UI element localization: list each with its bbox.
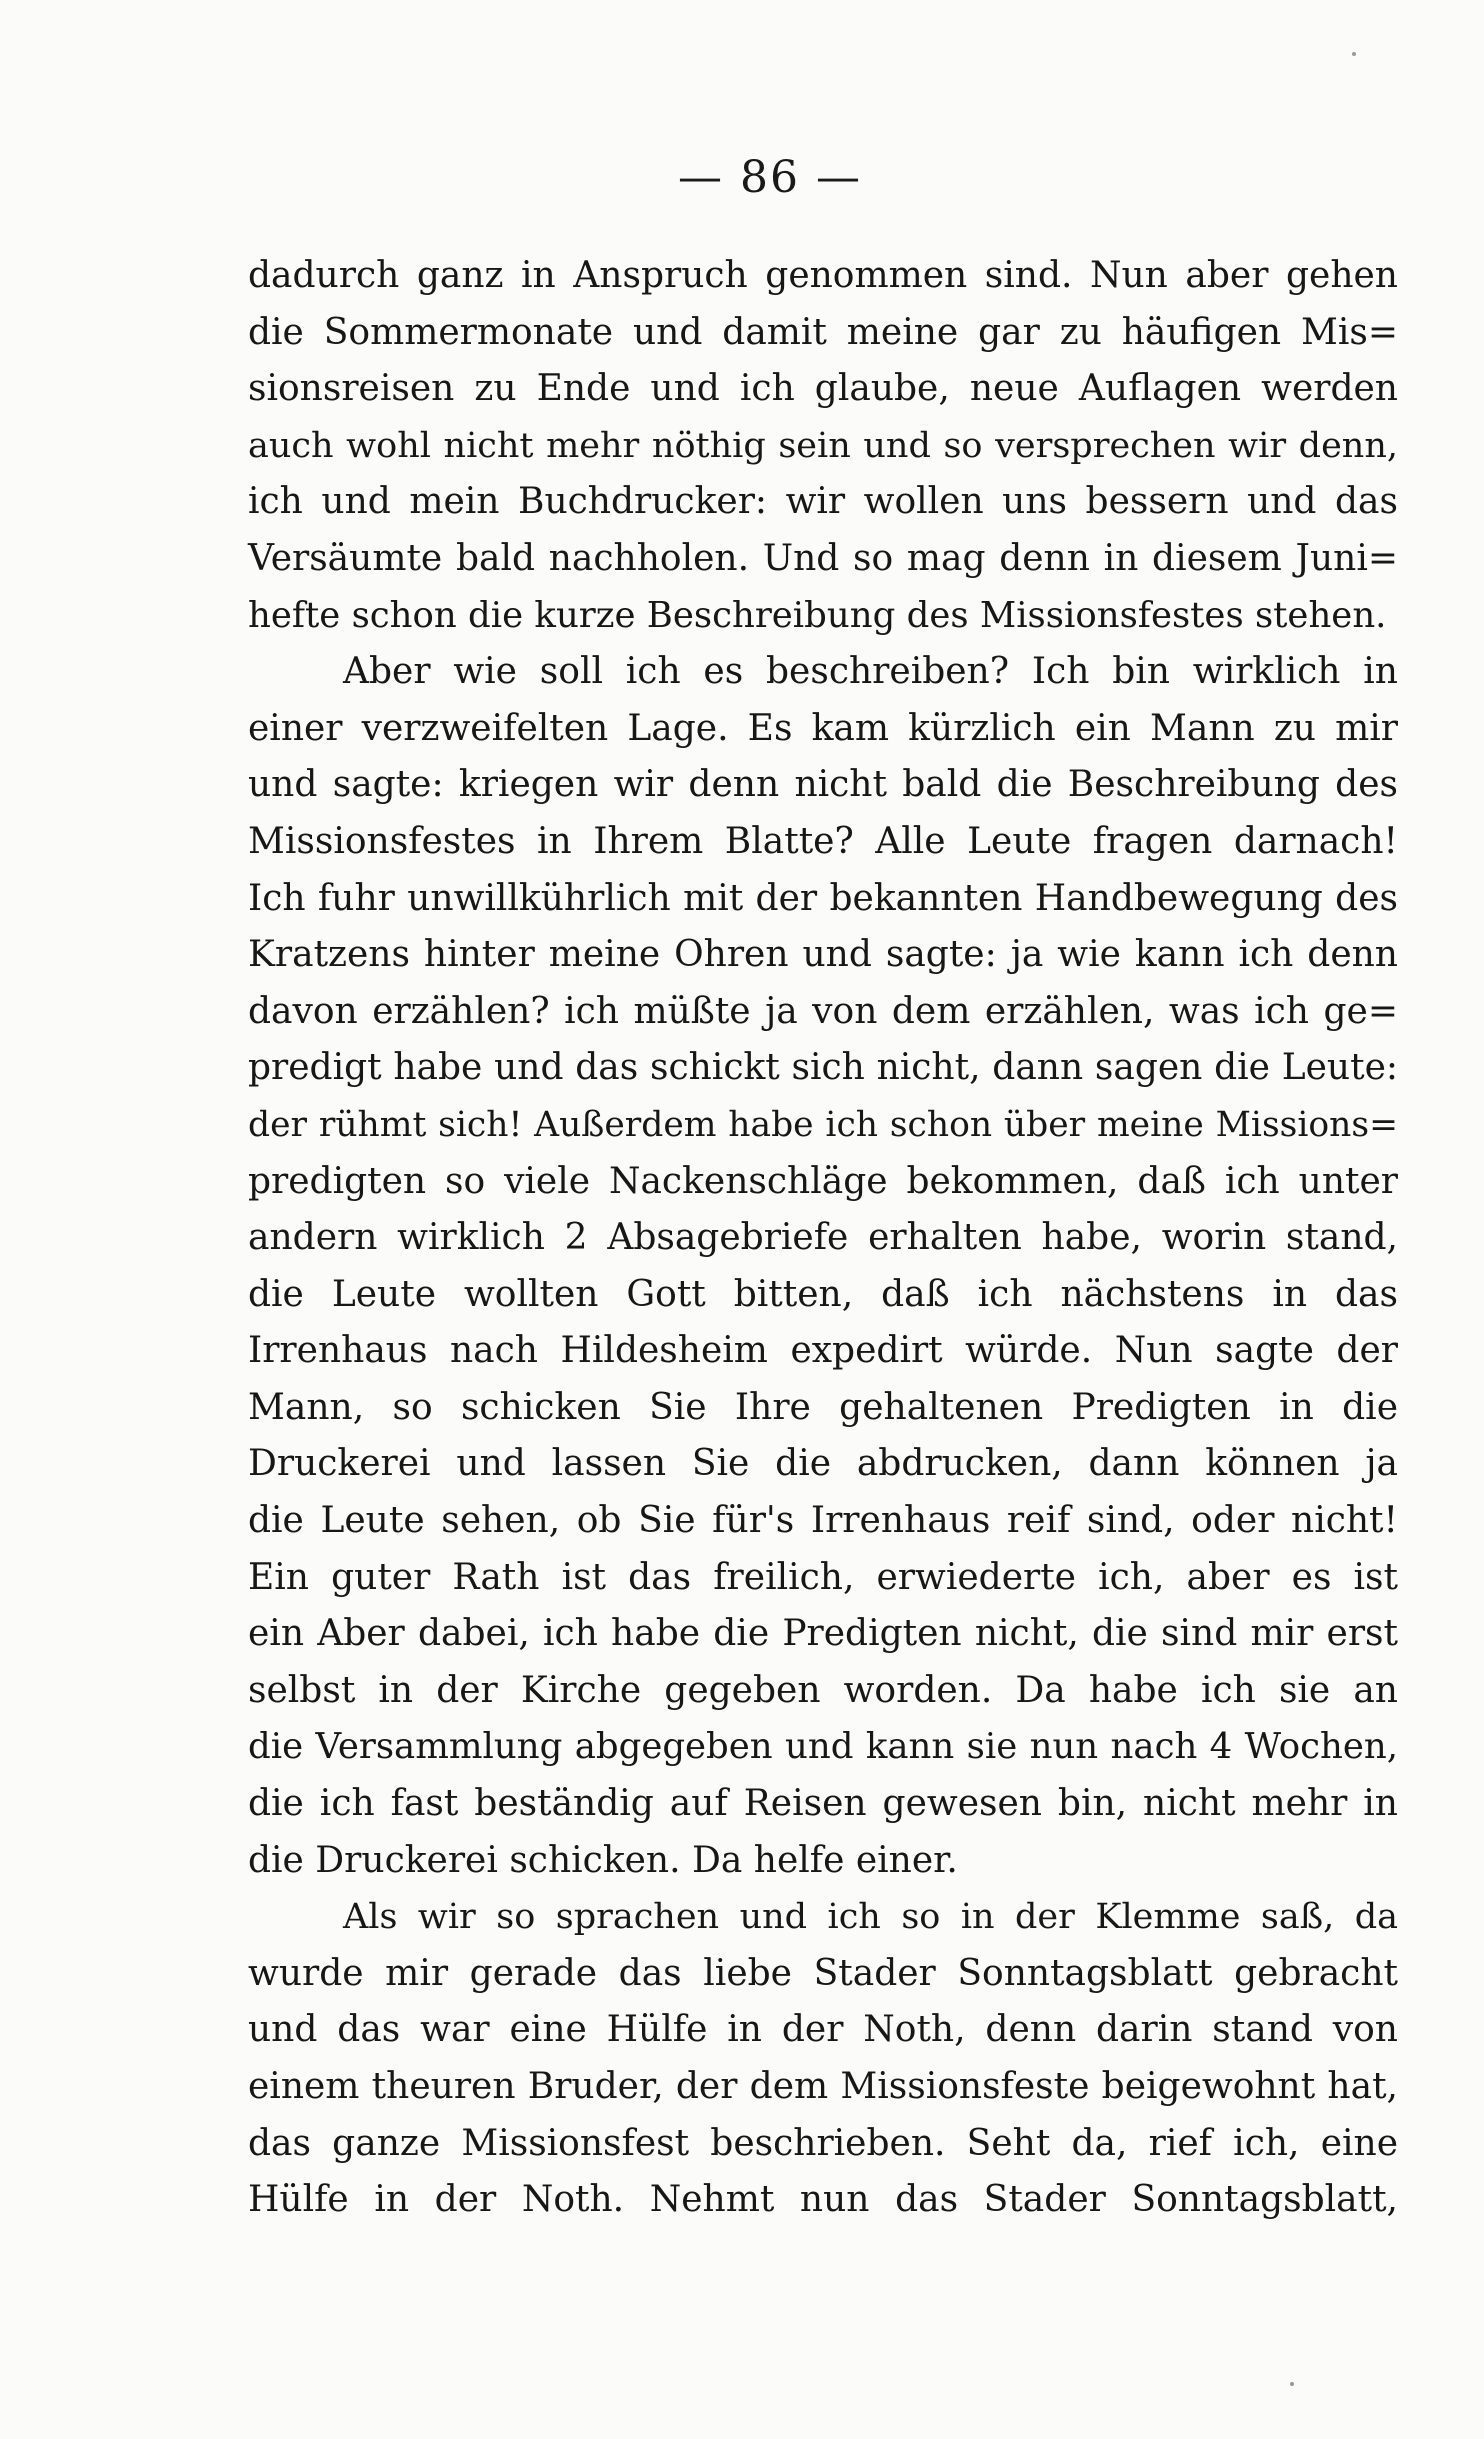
- text-line: hefte schon die kurze Beschreibung des Missionsfestes stehen.: [248, 594, 1387, 636]
- paper-speck: [1290, 2382, 1294, 2386]
- text-line: ein Aber dabei, ich habe die Predigten nicht, die sind mir erst: [248, 1613, 1398, 1655]
- text-line: Kratzens hinter meine Ohren und sagte: ja wie kann ich denn: [248, 934, 1398, 976]
- text-line: die Leute sehen, ob Sie für's Irrenhaus reif sind, oder nicht!: [248, 1500, 1398, 1542]
- text-line: auch wohl nicht mehr nöthig sein und so versprechen wir denn,: [248, 425, 1398, 466]
- text-line: Druckerei und lassen Sie die abdrucken, dann können ja: [248, 1443, 1398, 1485]
- text-line: einem theuren Bruder, der dem Missionsfeste beigewohnt hat,: [248, 2066, 1398, 2107]
- text-line: der rühmt sich! Außerdem habe ich schon über meine Missions=: [248, 1104, 1398, 1145]
- text-line: Missionsfestes in Ihrem Blatte? Alle Leute fragen darnach!: [248, 820, 1398, 862]
- text-line: einer verzweifelten Lage. Es kam kürzlich ein Mann zu mir: [248, 707, 1398, 749]
- body-text: [248, 248, 1398, 2229]
- text-line: die ich fast beständig auf Reisen gewesen bin, nicht mehr in: [248, 1783, 1398, 1825]
- text-line: andern wirklich 2 Absagebriefe erhalten habe, worin stand,: [248, 1217, 1398, 1259]
- text-line: Mann, so schicken Sie Ihre gehaltenen Predigten in die: [248, 1386, 1398, 1428]
- text-line: Ein guter Rath ist das freilich, erwiederte ich, aber es ist: [248, 1556, 1398, 1598]
- text-line: und sagte: kriegen wir denn nicht bald die Beschreibung des: [248, 764, 1398, 806]
- text-line: dadurch ganz in Anspruch genommen sind. Nun aber gehen: [248, 255, 1398, 296]
- text-line: sionsreisen zu Ende und ich glaube, neue Auflagen werden: [248, 368, 1398, 410]
- text-line: das ganze Missionsfest beschrieben. Seht da, rief ich, eine: [248, 2122, 1398, 2164]
- text-line: die Druckerei schicken. Da helfe einer.: [248, 1839, 958, 1881]
- text-line: die Sommermonate und damit meine gar zu häufigen Mis=: [248, 311, 1398, 353]
- page-number: — 86 —: [678, 152, 862, 203]
- text-line: Ich fuhr unwillkührlich mit der bekannten Handbewegung des: [248, 877, 1398, 919]
- text-line: Hülfe in der Noth. Nehmt nun das Stader Sonntagsblatt,: [248, 2179, 1398, 2221]
- text-line: und das war eine Hülfe in der Noth, denn darin stand von: [248, 2009, 1398, 2051]
- paper-speck: [1352, 52, 1356, 56]
- text-line: selbst in der Kirche gegeben worden. Da habe ich sie an: [248, 1669, 1398, 1711]
- text-line: wurde mir gerade das liebe Stader Sonntagsblatt gebracht: [248, 1952, 1398, 1994]
- text-line: predigt habe und das schickt sich nicht, dann sagen die Leute:: [248, 1047, 1398, 1089]
- text-line: die Leute wollten Gott bitten, daß ich nächstens in das: [248, 1273, 1398, 1315]
- text-line: Irrenhaus nach Hildesheim expedirt würde. Nun sagte der: [248, 1330, 1398, 1372]
- text-line: Versäumte bald nachholen. Und so mag denn in diesem Juni=: [248, 537, 1398, 579]
- text-line: Als wir so sprachen und ich so in der Klemme saß, da: [343, 1897, 1398, 1938]
- text-line: davon erzählen? ich müßte ja von dem erzählen, was ich ge=: [248, 990, 1398, 1032]
- text-line: ich und mein Buchdrucker: wir wollen uns bessern und das: [248, 481, 1398, 523]
- text-line: die Versammlung abgegeben und kann sie nun nach 4 Wochen,: [248, 1726, 1398, 1768]
- text-line: Aber wie soll ich es beschreiben? Ich bin wirklich in: [343, 651, 1398, 693]
- text-line: predigten so viele Nackenschläge bekommen, daß ich unter: [248, 1160, 1398, 1202]
